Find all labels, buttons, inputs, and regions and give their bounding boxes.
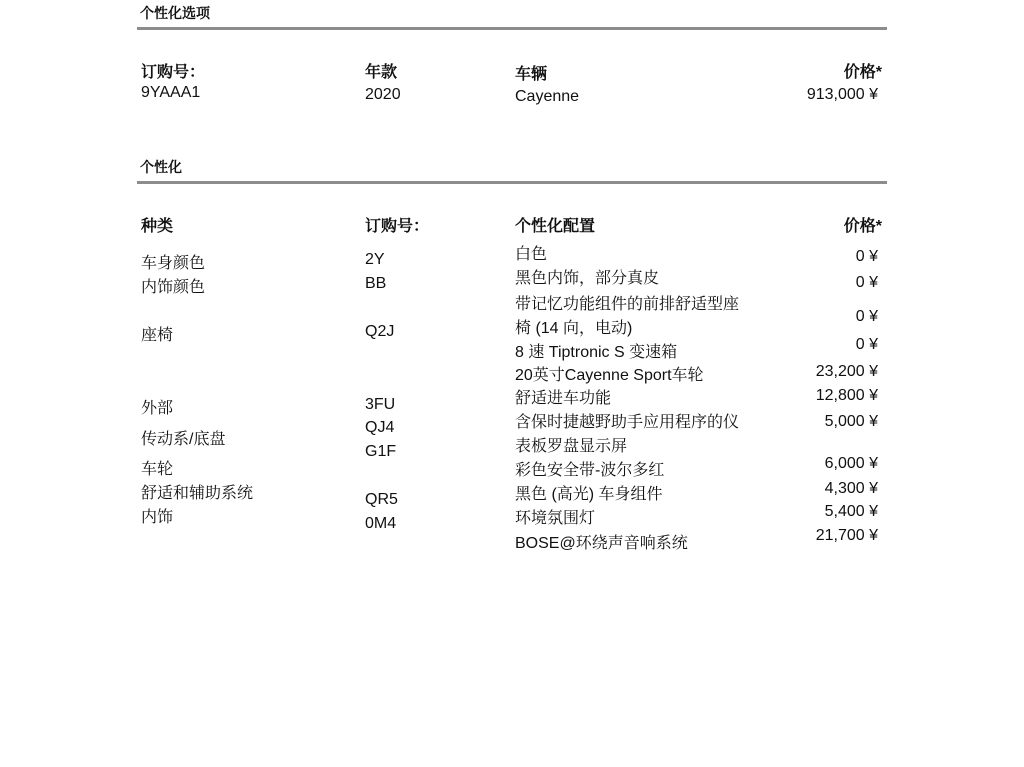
header-model-year: 年款 [365, 64, 398, 81]
order-code: 3FU [365, 396, 396, 413]
config-item: 舒适进车功能 [515, 390, 612, 407]
header-order-number: 订购号： [141, 64, 206, 81]
price-item: 5,400 ¥ [824, 503, 878, 520]
config-item: 含保时捷越野助手应用程序的仪 [515, 414, 740, 431]
section-divider [137, 27, 887, 30]
header-vehicle: 车辆 [515, 66, 548, 83]
header-category: 种类 [141, 218, 174, 235]
price-item: 5,000 ¥ [824, 413, 878, 430]
category-item: 车身颜色 [141, 255, 206, 272]
section-divider [137, 181, 887, 184]
order-code: BB [365, 275, 387, 292]
category-item: 外部 [141, 400, 174, 417]
header-price: 价格* [843, 218, 882, 235]
config-item: 椅 (14 向，电动) [515, 320, 633, 337]
section-title-personalization: 个性化 [140, 159, 182, 175]
config-item: 黑色内饰，部分真皮 [515, 270, 660, 287]
config-item: 表板罗盘显示屏 [515, 438, 628, 455]
config-item: 8 速 Tiptronic S 变速箱 [515, 344, 678, 361]
order-code: Q2J [365, 323, 395, 340]
order-code: G1F [365, 443, 397, 460]
category-item: 车轮 [141, 461, 174, 478]
price-item: 23,200 ¥ [815, 363, 878, 380]
header-price: 价格* [843, 64, 882, 81]
price-item: 0 ¥ [855, 248, 878, 265]
price-item: 0 ¥ [855, 274, 878, 291]
price-item: 4,300 ¥ [824, 480, 878, 497]
header-configuration: 个性化配置 [515, 218, 596, 235]
config-item: 彩色安全带-波尔多红 [515, 462, 665, 479]
config-item: 带记忆功能组件的前排舒适型座 [515, 296, 740, 313]
order-code: QR5 [365, 491, 398, 508]
config-item: 环境氛围灯 [515, 510, 596, 527]
price-item: 21,700 ¥ [815, 527, 878, 544]
category-item: 舒适和辅助系统 [141, 485, 254, 502]
price-item: 6,000 ¥ [824, 455, 878, 472]
price-item: 0 ¥ [855, 308, 878, 325]
order-code: 2Y [365, 251, 385, 268]
config-item: 黑色 (高光) 车身组件 [515, 486, 663, 503]
category-item: 内饰 [141, 509, 174, 526]
price-item: 0 ¥ [855, 336, 878, 353]
base-price-value: 913,000 ¥ [806, 86, 878, 103]
category-item: 内饰颜色 [141, 279, 206, 296]
price-item: 12,800 ¥ [815, 387, 878, 404]
config-item: 20英寸Cayenne Sport车轮 [515, 367, 704, 384]
order-number-value: 9YAAA1 [141, 84, 201, 101]
header-order-number: 订购号： [365, 218, 430, 235]
section-title-options: 个性化选项 [140, 5, 210, 21]
config-item: BOSE@环绕声音响系统 [515, 535, 688, 552]
order-code: 0M4 [365, 515, 397, 532]
category-item: 传动系/底盘 [141, 431, 226, 448]
order-code: QJ4 [365, 419, 395, 436]
model-year-value: 2020 [365, 86, 401, 103]
vehicle-value: Cayenne [515, 88, 580, 105]
config-item: 白色 [515, 246, 548, 263]
category-item: 座椅 [141, 327, 174, 344]
